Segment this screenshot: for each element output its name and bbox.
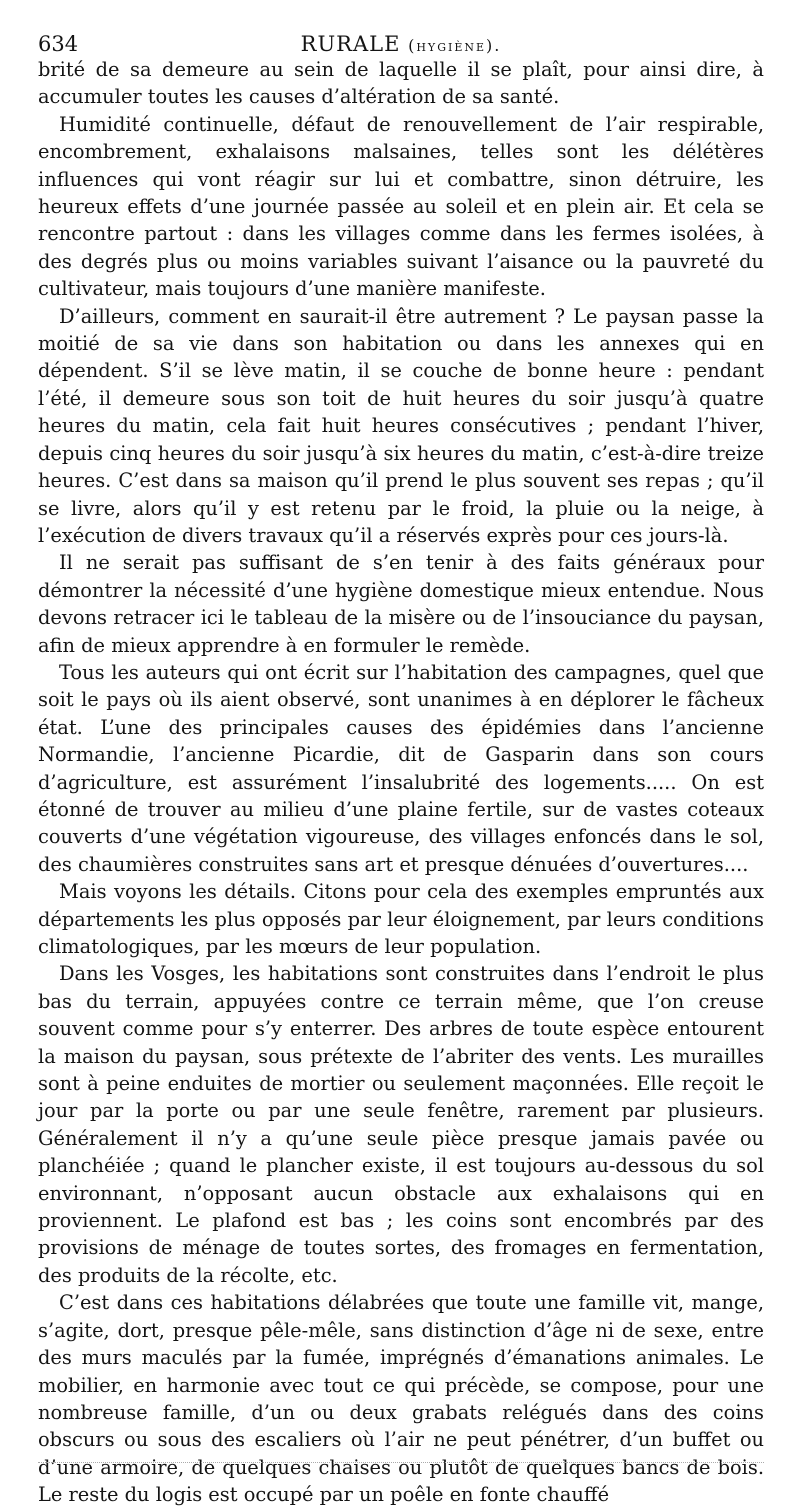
running-title: [38, 32, 764, 56]
paragraph: Tous les auteurs qui ont écrit sur l’habitation des campagnes, quel que soit le pays où ils aient observé, sont unanimes à en déplorer le fâcheux état. L’une des principales causes des épidémies dans l’ancienne Normandie, l’ancienne Picardie, dit de Gasparin dans son cours d’agriculture, est assurément l’insalubrité des logements..... On est étonné de trouver au milieu d’une plaine fertile, sur de vastes coteaux couverts d’une végétation vigoureuse, des villages enfoncés dans le sol, des chaumières construites sans art et presque dénuées d’ouvertures....: [38, 660, 764, 876]
body-text: [38, 56, 764, 1509]
page-header: [38, 22, 764, 56]
book-page: [38, 22, 764, 1509]
paragraph: Dans les Vosges, les habitations sont construites dans l’endroit le plus bas du terrain, appuyées contre ce terrain même, que l’on creuse souvent comme pour s’y enterrer. Des arbres de toute espèce entourent la maison du paysan, sous prétexte de l’abriter des vents. Les murailles sont à peine enduites de mortier ou seulement maçonnées. Elle reçoit le jour par la porte ou par une seule fenêtre, rarement par plusieurs. Généralement il n’y a qu’une seule pièce presque jamais pavée ou planchéiée ; quand le plancher existe, il est toujours au-dessous du sol environnant, n’opposant aucun obstacle aux exhalaisons qui en proviennent. Le plafond est bas ; les coins sont encombrés par des provisions de ménage de toutes sortes, des fromages en fermentation, des produits de la récolte, etc.: [38, 962, 764, 1287]
paragraph: Il ne serait pas suffisant de s’en tenir à des faits généraux pour démontrer la nécessité d’une hygiène domestique mieux entendue. Nous devons retracer ici le tableau de la misère ou de l’insouciance du paysan, afin de mieux apprendre à en formuler le remède.: [38, 551, 764, 657]
paragraph: Mais voyons les détails. Citons pour cela des exemples empruntés aux départements les plus opposés par leur éloignement, par leurs conditions climatologiques, par les mœurs de leur population.: [38, 880, 764, 958]
paragraph: D’ailleurs, comment en saurait-il être autrement ? Le paysan passe la moitié de sa vie dans son habitation ou dans les annexes qui en dépendent. S’il se lève matin, il se couche de bonne heure : pendant l’été, il demeure sous son toit de huit heures du soir jusqu’à quatre heures du matin, cela fait huit heures consécutives ; pendant l’hiver, depuis cinq heures du soir jusqu’à six heures du matin, c’est-à-dire treize heures. C’est dans sa maison qu’il prend le plus souvent ses repas ; qu’il se livre, alors qu’il y est retenu par le froid, la pluie ou la neige, à l’exécution de divers travaux qu’il a réservés exprès pour ces jours-là.: [38, 304, 764, 547]
running-title-main: RURALE: [300, 32, 401, 56]
paragraph-continued: brité de sa demeure au sein de laquelle il se plaît, pour ainsi dire, à accumuler toutes les causes d’altération de sa santé.: [38, 58, 764, 109]
paragraph: C’est dans ces habitations délabrées que toute une famille vit, mange, s’agite, dort, presque pêle-mêle, sans distinction d’âge ni de sexe, entre des murs maculés par la fumée, imprégnés d’émanations animales. Le mobilier, en harmonie avec tout ce qui précède, se compose, pour une nombreuse famille, d’un ou deux grabats relégués dans des coins obscurs ou sous des escaliers où l’air ne peut pénétrer, d’un buffet ou d’une armoire, de quelques chaises ou plutôt de quelques bancs de bois. Le reste du logis est occupé par un poêle en fonte chauffé: [38, 1291, 764, 1507]
running-title-sub: (hygiène).: [408, 36, 502, 55]
page-number: 634: [38, 32, 79, 56]
footer-divider: [38, 1462, 764, 1463]
paragraph: Humidité continuelle, défaut de renouvellement de l’air respirable, encombrement, exhalaisons malsaines, telles sont les délétères influences qui vont réagir sur lui et combattre, sinon détruire, les heureux effets d’une journée passée au soleil et en plein air. Et cela se rencontre partout : dans les villages comme dans les fermes isolées, à des degrés plus ou moins variables suivant l’aisance ou la pauvreté du cultivateur, mais toujours d’une manière manifeste.: [38, 112, 764, 301]
